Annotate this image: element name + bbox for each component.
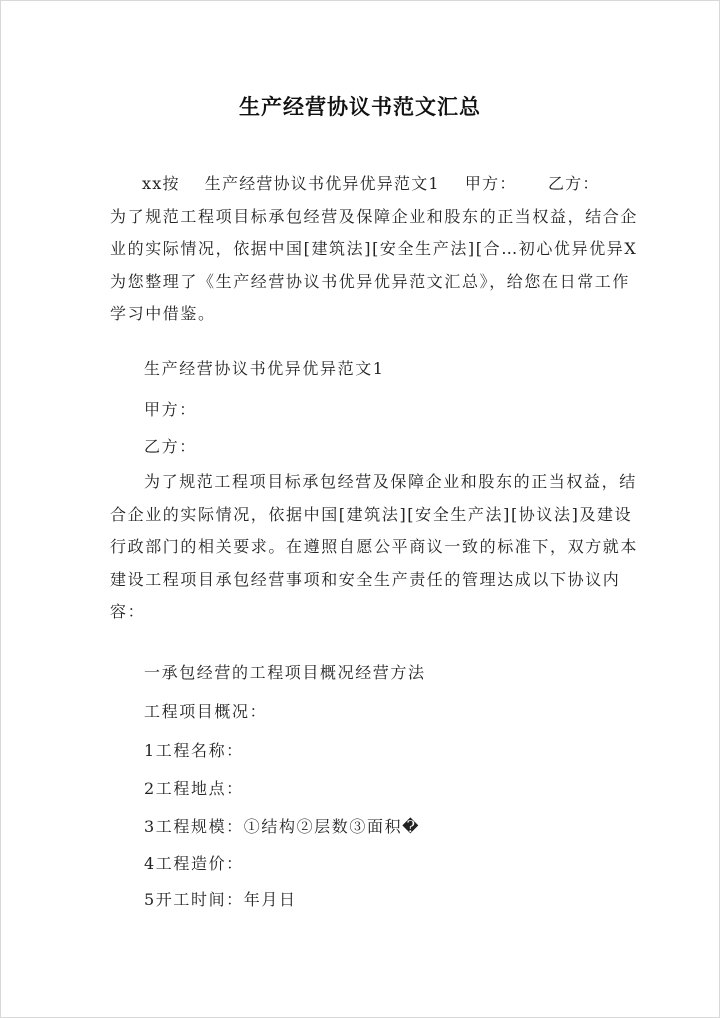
party-a-label: 甲方： xyxy=(144,400,197,419)
list-item: 2工程地点： xyxy=(144,779,244,798)
intro-paragraph xyxy=(110,168,639,331)
overview-heading: 工程项目概况： xyxy=(144,702,268,721)
party-b-label: 乙方： xyxy=(144,437,197,456)
body-line: 建设工程项目承包经营事项和安全生产责任的管理达成以下协议内 xyxy=(110,569,621,589)
list-item: 3工程规模：①结构②层数③面积� xyxy=(144,817,421,836)
intro-line: 为您整理了《生产经营协议书优异优异范文汇总》，给您在日常工作 xyxy=(110,271,631,291)
list-item: 4工程造价： xyxy=(144,854,244,873)
body-line: 容： xyxy=(110,602,146,621)
body-line: 为了规范工程项目标承包经营及保障企业和股东的正当权益，结 xyxy=(144,472,637,491)
intro-line: 学习中借鉴。 xyxy=(110,304,216,323)
intro-line: 为了规范工程项目标承包经营及保障企业和股东的正当权益，结合企 xyxy=(110,206,639,226)
body-line: 行政部门的相关要求。在遵照自愿公平商议一致的标准下，双方就本 xyxy=(110,537,639,556)
intro-first-line: xx按 生产经营协议书优异优异范文1 甲方： 乙方： xyxy=(142,174,600,193)
section-heading: 生产经营协议书优异优异范文1 xyxy=(144,359,385,378)
list-item: 5开工时间：年月日 xyxy=(144,890,297,909)
intro-line: 业的实际情况，依据中国[建筑法][安全生产法][合…初心优异优异X xyxy=(110,239,638,258)
clause-heading: 一承包经营的工程项目概况经营方法 xyxy=(144,663,426,682)
body-paragraph xyxy=(110,466,639,629)
body-line: 合企业的实际情况，依据中国[建筑法][安全生产法][协议法]及建设 xyxy=(110,504,633,524)
document-title: 生产经营协议书范文汇总 xyxy=(239,94,481,119)
list-item: 1工程名称： xyxy=(144,741,244,760)
